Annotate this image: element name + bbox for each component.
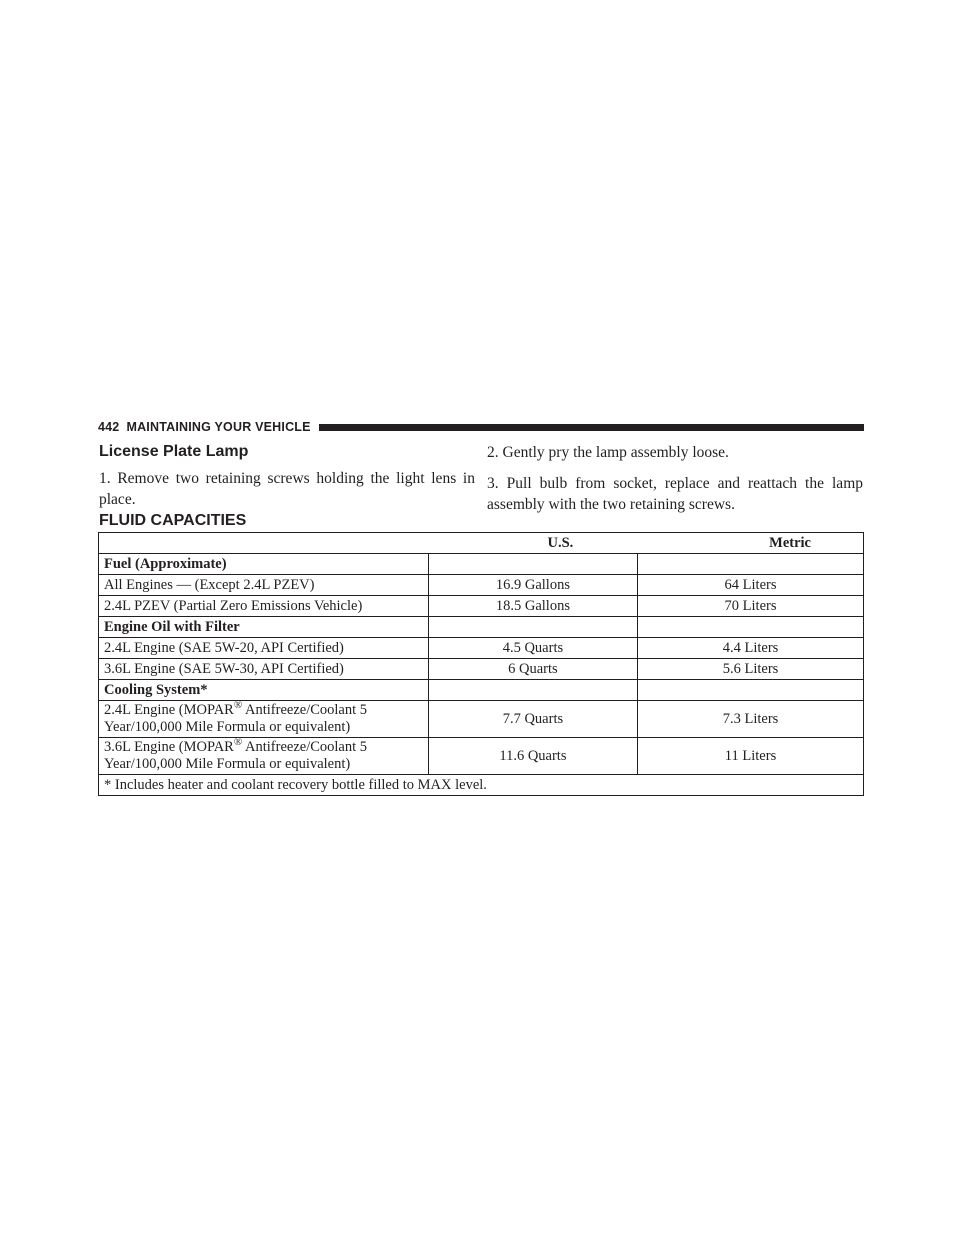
row-us-value: 6 Quarts xyxy=(428,659,637,680)
row-label-line2: Year/100,000 Mile Formula or equivalent) xyxy=(104,756,351,772)
row-label xyxy=(99,701,429,738)
row-label-line1-rest: Antifreeze/Coolant 5 xyxy=(242,739,368,755)
header-rule xyxy=(319,424,864,431)
table-row xyxy=(99,680,864,701)
row-metric-value: 4.4 Liters xyxy=(638,638,864,659)
row-label: Fuel (Approximate) xyxy=(99,554,429,575)
fluid-capacities-heading: FLUID CAPACITIES xyxy=(99,512,247,529)
column-header-metric: Metric xyxy=(638,533,864,554)
section-name: MAINTAINING YOUR VEHICLE xyxy=(126,420,311,434)
table-row xyxy=(99,659,864,680)
column-header-item xyxy=(99,533,429,554)
row-us-value: 18.5 Gallons xyxy=(428,596,637,617)
registered-mark: ® xyxy=(233,699,243,712)
table-row xyxy=(99,575,864,596)
row-label: Engine Oil with Filter xyxy=(99,617,429,638)
license-plate-lamp-heading: License Plate Lamp xyxy=(99,443,249,460)
step-3: 3. Pull bulb from socket, replace and reattach the lamp assembly with the two retaining screws. xyxy=(487,475,863,513)
row-label: All Engines — (Except 2.4L PZEV) xyxy=(99,575,429,596)
row-us-value xyxy=(428,554,637,575)
right-column xyxy=(487,440,863,523)
row-label: Cooling System* xyxy=(99,680,429,701)
table-footnote: * Includes heater and coolant recovery bottle filled to MAX level. xyxy=(99,775,864,796)
row-metric-value: 7.3 Liters xyxy=(638,701,864,738)
row-metric-value: 5.6 Liters xyxy=(638,659,864,680)
left-column xyxy=(99,440,475,518)
row-label xyxy=(99,738,429,775)
row-label-line2: Year/100,000 Mile Formula or equivalent) xyxy=(104,719,351,735)
table-row xyxy=(99,701,864,738)
row-us-value: 16.9 Gallons xyxy=(428,575,637,596)
row-us-value xyxy=(428,617,637,638)
registered-mark: ® xyxy=(233,736,243,749)
row-metric-value xyxy=(638,680,864,701)
row-us-value: 11.6 Quarts xyxy=(428,738,637,775)
row-metric-value: 64 Liters xyxy=(638,575,864,596)
page-number: 442 xyxy=(98,420,120,434)
running-header xyxy=(98,418,864,436)
row-label-line1-rest: Antifreeze/Coolant 5 xyxy=(242,702,368,718)
row-us-value: 4.5 Quarts xyxy=(428,638,637,659)
table-row xyxy=(99,638,864,659)
table-row xyxy=(99,738,864,775)
table-row xyxy=(99,554,864,575)
row-metric-value: 70 Liters xyxy=(638,596,864,617)
row-us-value xyxy=(428,680,637,701)
table-row xyxy=(99,596,864,617)
step-1: 1. Remove two retaining screws holding the light lens in place. xyxy=(99,470,475,508)
row-metric-value: 11 Liters xyxy=(638,738,864,775)
row-metric-value xyxy=(638,617,864,638)
row-label-line1: 2.4L Engine (MOPAR xyxy=(104,702,234,718)
step-2: 2. Gently pry the lamp assembly loose. xyxy=(487,444,729,461)
row-label: 3.6L Engine (SAE 5W-30, API Certified) xyxy=(99,659,429,680)
row-label: 2.4L PZEV (Partial Zero Emissions Vehicle) xyxy=(99,596,429,617)
row-label-line1: 3.6L Engine (MOPAR xyxy=(104,739,234,755)
row-metric-value xyxy=(638,554,864,575)
column-header-us: U.S. xyxy=(428,533,637,554)
fluid-capacities-table xyxy=(98,532,864,796)
table-footnote-row xyxy=(99,775,864,796)
row-us-value: 7.7 Quarts xyxy=(428,701,637,738)
table-header-row xyxy=(99,533,864,554)
row-label: 2.4L Engine (SAE 5W-20, API Certified) xyxy=(99,638,429,659)
table-row xyxy=(99,617,864,638)
